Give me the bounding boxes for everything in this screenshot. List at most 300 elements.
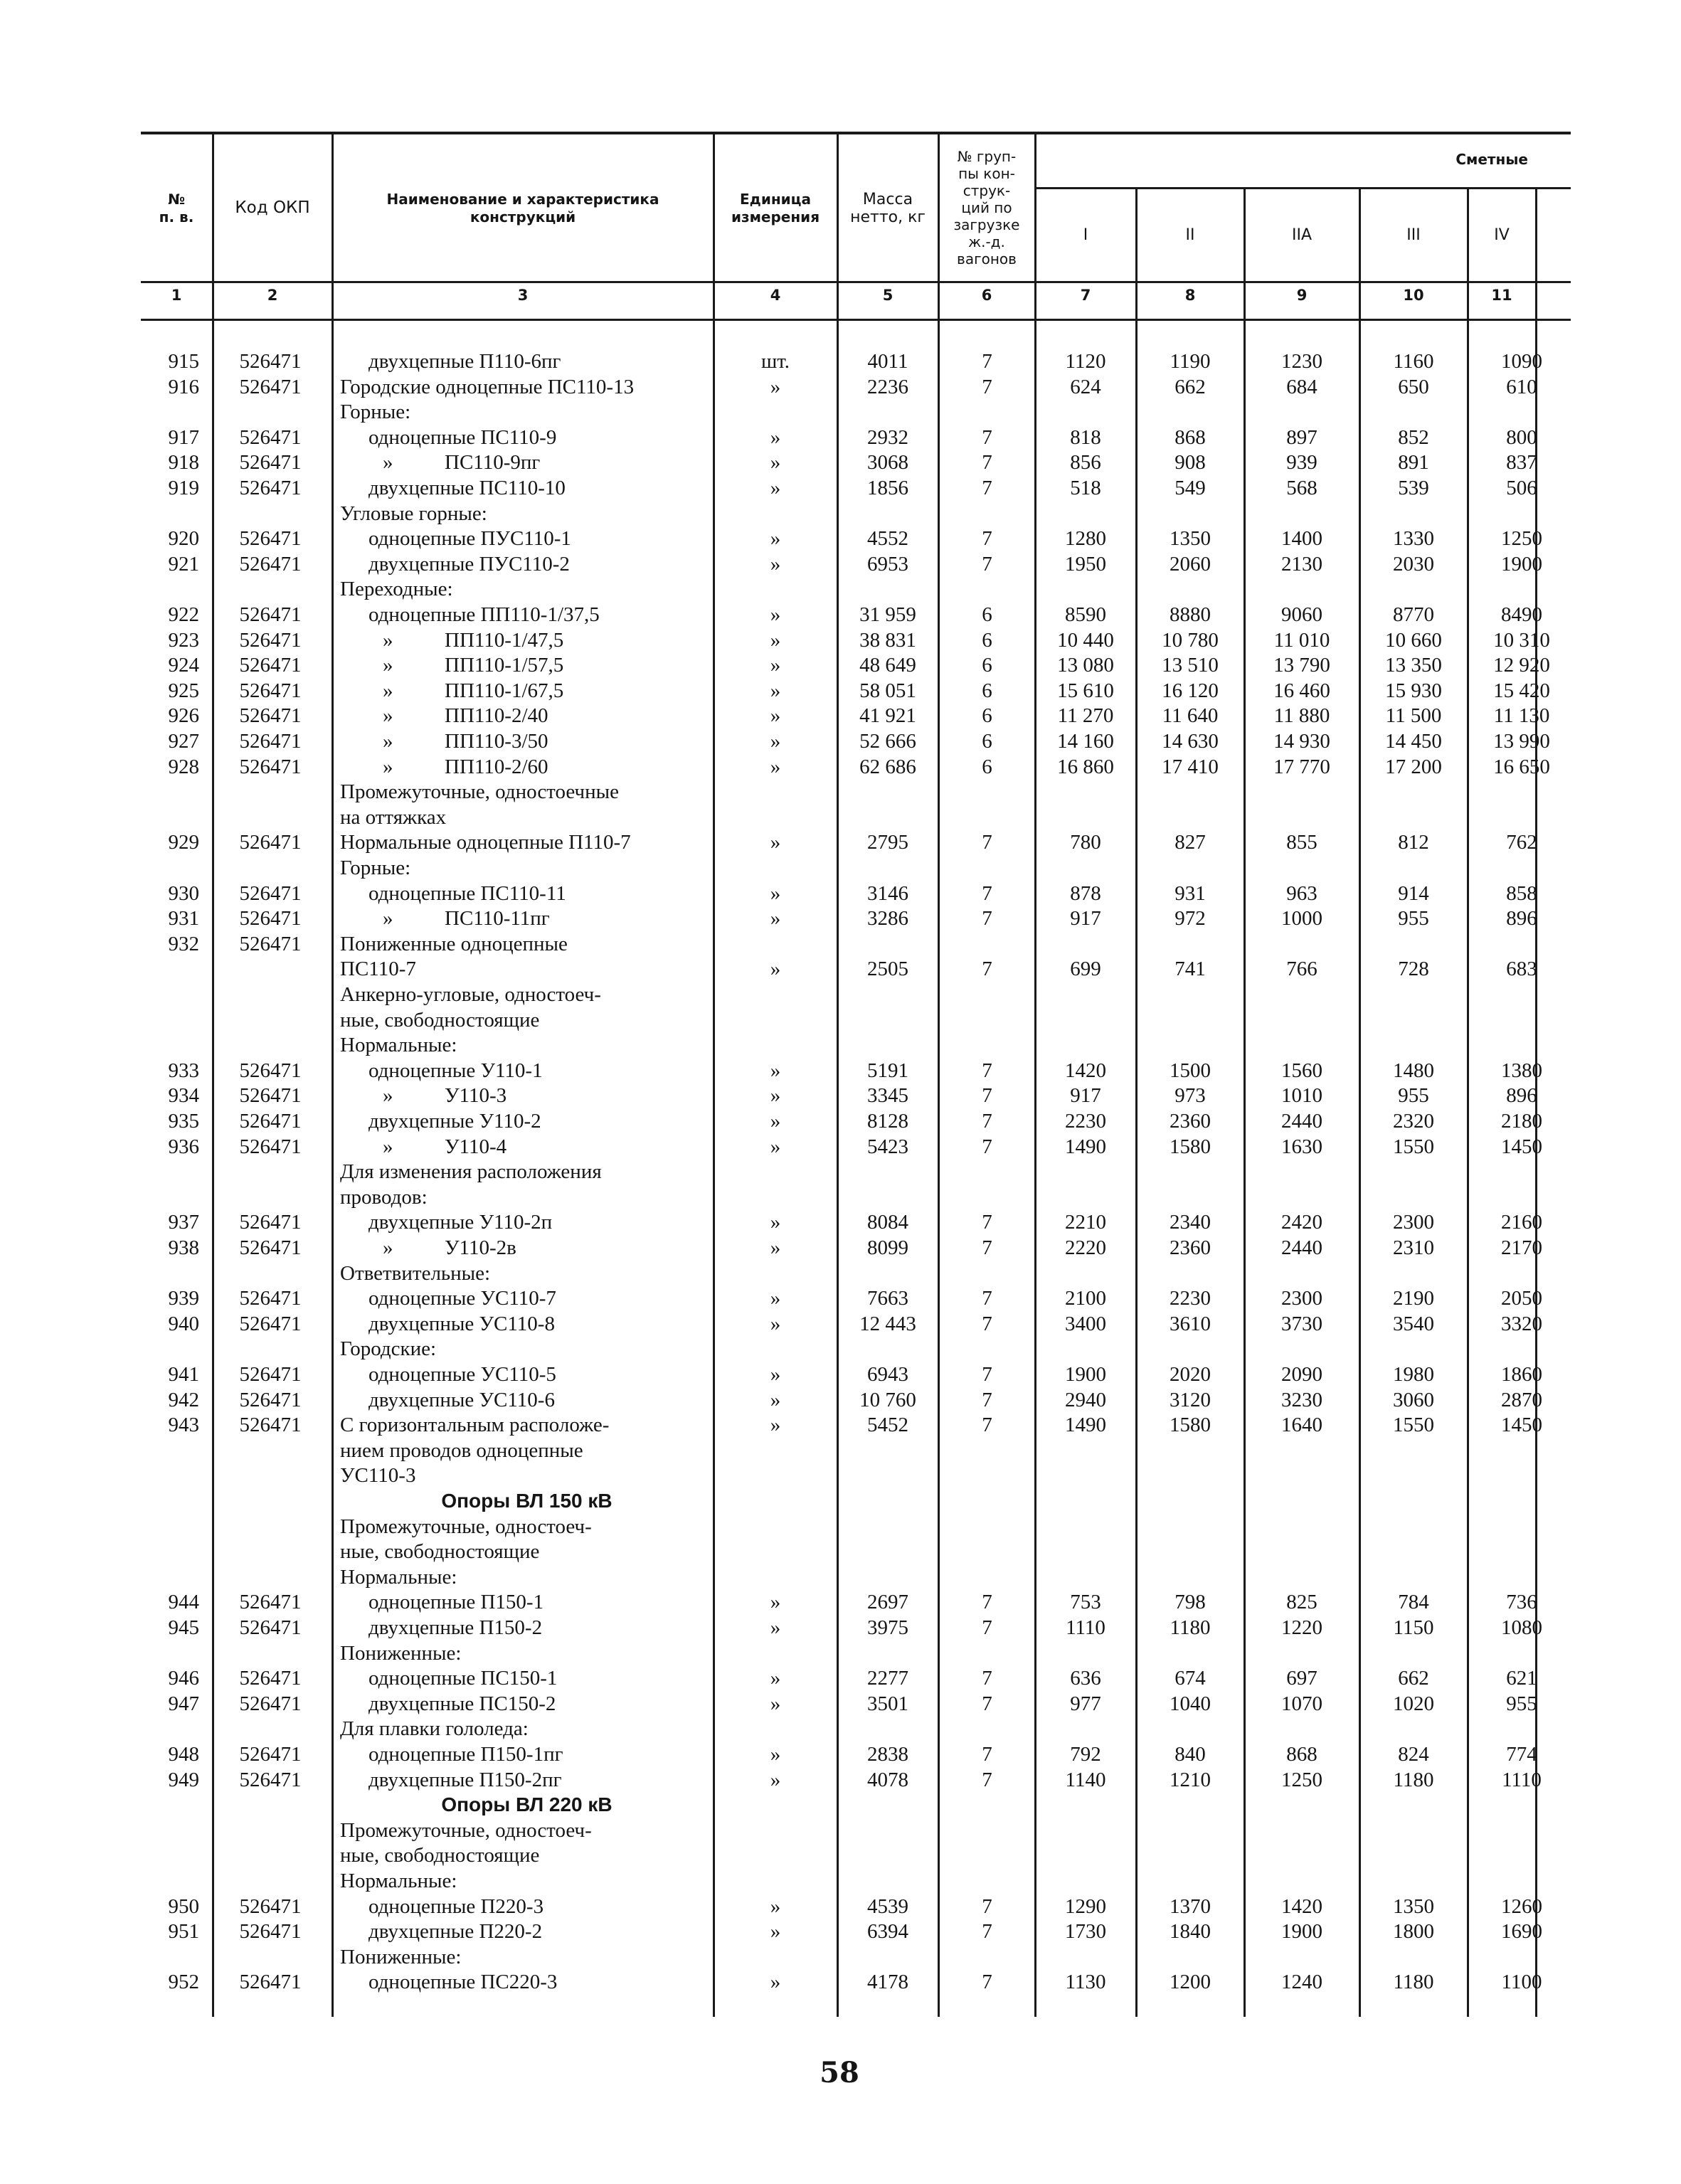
row-unit (715, 1843, 836, 1868)
row-name: Промежуточные, одностоечные (340, 780, 619, 804)
row-price: 1580 (1170, 1135, 1211, 1158)
row-price (1036, 1640, 1135, 1666)
row-okp-code: 526471 (239, 425, 302, 449)
row-price: 16 860 (1057, 755, 1114, 778)
row-price (1360, 1007, 1467, 1033)
row-price (1137, 982, 1243, 1007)
row-okp-code (213, 1488, 327, 1514)
row-price (1468, 1336, 1575, 1362)
row-price: 1840 (1170, 1920, 1211, 1944)
header-name: Наименование и характеристика конструкций (386, 190, 659, 226)
table-row (0, 1894, 1681, 1919)
row-name: двухцепные УС110-8 (368, 1312, 555, 1335)
row-price: 11 880 (1273, 704, 1330, 728)
row-price: 1350 (1393, 1894, 1434, 1918)
row-price (1468, 982, 1575, 1007)
row-name: одноцепные П150-1пг (368, 1743, 563, 1766)
row-unit (715, 1463, 836, 1488)
row-price (1245, 855, 1359, 881)
row-price: 610 (1506, 375, 1537, 398)
row-price: 1500 (1170, 1059, 1211, 1082)
row-price: 1630 (1281, 1135, 1322, 1158)
row-price (1360, 1868, 1467, 1894)
row-okp-code: 526471 (239, 552, 302, 576)
row-group (939, 501, 1035, 526)
row-unit (715, 576, 836, 602)
row-price (1137, 805, 1243, 830)
row-group (939, 1868, 1035, 1894)
row-price: 780 (1070, 831, 1101, 854)
row-okp-code (213, 982, 327, 1007)
row-price (1036, 501, 1135, 526)
row-okp-code: 526471 (239, 881, 302, 905)
row-price: 2300 (1393, 1211, 1434, 1234)
row-group: 6 (982, 654, 992, 677)
row-okp-code (213, 956, 327, 982)
row-price: 662 (1174, 375, 1206, 398)
row-mass: 3501 (867, 1692, 908, 1715)
row-okp-code: 526471 (239, 1920, 302, 1944)
row-price: 1420 (1281, 1894, 1322, 1918)
row-group: 7 (982, 527, 992, 551)
row-group (939, 576, 1035, 602)
row-unit: » (770, 1110, 781, 1133)
table-row (0, 399, 1681, 425)
row-group (939, 1184, 1035, 1210)
row-price: 2210 (1065, 1211, 1106, 1234)
row-group: 7 (982, 425, 992, 449)
row-mass: 52 666 (859, 730, 916, 753)
row-price: 891 (1398, 451, 1429, 475)
row-name: Пониженные: (340, 1945, 462, 1968)
row-group: 7 (982, 831, 992, 854)
row-price: 3320 (1501, 1312, 1542, 1335)
row-group: 7 (982, 451, 992, 475)
row-price: 955 (1398, 1084, 1429, 1108)
row-price (1468, 1564, 1575, 1590)
row-price: 1040 (1170, 1692, 1211, 1715)
row-mass (838, 855, 938, 881)
row-price: 1180 (1170, 1616, 1211, 1639)
row-group (939, 779, 1035, 805)
row-unit: » (770, 755, 781, 778)
row-name: одноцепные ПС150-1 (368, 1667, 558, 1690)
row-price: 15 610 (1057, 679, 1114, 702)
row-mass: 5423 (867, 1135, 908, 1158)
row-price (1137, 1032, 1243, 1058)
row-price (1468, 931, 1575, 957)
row-group (939, 1007, 1035, 1033)
row-price: 506 (1506, 477, 1537, 499)
row-price: 1290 (1065, 1894, 1106, 1918)
row-price (1245, 931, 1359, 957)
row-price: 784 (1398, 1591, 1429, 1614)
row-name: двухцепные П150-2 (368, 1616, 543, 1639)
row-price: 858 (1506, 881, 1537, 905)
row-group (939, 1463, 1035, 1488)
row-price: 14 160 (1057, 730, 1114, 753)
row-price: 1250 (1281, 1768, 1322, 1791)
row-price: 1190 (1170, 350, 1211, 373)
row-price: 852 (1398, 425, 1429, 449)
row-name: » У110-3 (383, 1084, 507, 1108)
row-price: 2190 (1393, 1287, 1434, 1310)
row-mass: 8128 (867, 1110, 908, 1133)
row-group: 7 (982, 1591, 992, 1614)
row-name: одноцепные УС110-5 (368, 1363, 556, 1386)
row-price: 15 420 (1493, 679, 1550, 702)
row-price: 9060 (1281, 603, 1322, 626)
row-price: 931 (1174, 881, 1206, 905)
row-name: Для изменения расположения (340, 1160, 602, 1184)
row-price (1036, 1032, 1135, 1058)
table-row (0, 1944, 1681, 1970)
row-name: одноцепные ПС220-3 (368, 1971, 558, 1994)
row-group: 7 (982, 1616, 992, 1639)
row-price (1245, 779, 1359, 805)
row-unit: » (770, 1236, 781, 1259)
row-price (1137, 1539, 1243, 1564)
row-number: 942 (168, 1388, 199, 1411)
row-price (1468, 1032, 1575, 1058)
row-price: 17 770 (1273, 755, 1330, 778)
row-price: 1120 (1065, 350, 1106, 373)
header-mass: Масса нетто, кг (850, 190, 926, 226)
row-mass: 3345 (867, 1084, 908, 1108)
row-price (1245, 1488, 1359, 1514)
row-number (142, 982, 199, 1007)
row-unit: » (770, 1059, 781, 1082)
row-name: С горизонтальным расположе- (340, 1414, 610, 1437)
row-okp-code (213, 1261, 327, 1286)
row-unit: » (770, 1894, 781, 1918)
row-number: 931 (168, 907, 199, 931)
row-price: 1180 (1393, 1971, 1434, 1994)
row-unit (715, 982, 836, 1007)
table-row (0, 754, 1681, 780)
row-okp-code: 526471 (239, 1616, 302, 1639)
row-name: Переходные: (340, 578, 453, 601)
row-number: 935 (168, 1110, 199, 1133)
table-row (0, 1336, 1681, 1362)
row-price (1360, 1159, 1467, 1184)
table-row (0, 576, 1681, 602)
table-row (0, 1818, 1681, 1843)
row-mass: 10 760 (859, 1388, 916, 1411)
row-number: 943 (168, 1414, 199, 1437)
row-price: 11 270 (1057, 704, 1114, 728)
row-number: 947 (168, 1692, 199, 1715)
row-price (1036, 982, 1135, 1007)
row-price (1137, 1514, 1243, 1539)
row-okp-code: 526471 (239, 755, 302, 778)
row-price: 8490 (1501, 603, 1542, 626)
row-price (1245, 1868, 1359, 1894)
row-price: 1280 (1065, 527, 1106, 551)
row-price: 1420 (1065, 1059, 1106, 1082)
row-price (1360, 779, 1467, 805)
row-unit: » (770, 881, 781, 905)
row-price (1245, 1463, 1359, 1488)
row-okp-code (213, 501, 327, 526)
row-number: 944 (168, 1591, 199, 1614)
row-okp-code: 526471 (239, 1388, 302, 1411)
row-mass (838, 1514, 938, 1539)
table-row (0, 1615, 1681, 1640)
row-price (1036, 1944, 1135, 1970)
row-group: 7 (982, 1287, 992, 1310)
row-price (1137, 1336, 1243, 1362)
row-number (142, 1336, 199, 1362)
row-group: 7 (982, 958, 992, 981)
row-number: 936 (168, 1135, 199, 1158)
row-price (1137, 931, 1243, 957)
row-unit: » (770, 679, 781, 702)
row-price (1245, 1159, 1359, 1184)
row-price (1245, 1032, 1359, 1058)
row-mass: 3286 (867, 907, 908, 931)
row-price: 14 930 (1273, 730, 1330, 753)
row-price: 3120 (1170, 1388, 1211, 1411)
row-mass: 5191 (867, 1059, 908, 1082)
row-mass (838, 1944, 938, 1970)
row-okp-code: 526471 (239, 1768, 302, 1791)
row-group: 6 (982, 755, 992, 778)
row-price: 624 (1070, 375, 1101, 398)
row-okp-code: 526471 (239, 679, 302, 702)
row-price (1036, 1184, 1135, 1210)
row-group (939, 1159, 1035, 1184)
row-price (1137, 1463, 1243, 1488)
row-price: 14 450 (1385, 730, 1442, 753)
row-price (1036, 1792, 1135, 1818)
row-price (1245, 1843, 1359, 1868)
row-price: 973 (1174, 1084, 1206, 1108)
row-mass (838, 779, 938, 805)
row-name: » У110-4 (383, 1135, 507, 1158)
row-price: 16 460 (1273, 679, 1330, 702)
row-group (939, 1438, 1035, 1463)
row-name: одноцепные ПП110-1/37,5 (368, 603, 600, 626)
row-price: 1180 (1393, 1768, 1434, 1791)
row-price (1137, 399, 1243, 425)
row-unit (715, 1716, 836, 1742)
row-price (1360, 1792, 1467, 1818)
row-number: 917 (168, 425, 199, 449)
row-group: 7 (982, 1768, 992, 1791)
row-price: 1160 (1393, 350, 1434, 373)
row-number (142, 1159, 199, 1184)
row-number (142, 1944, 199, 1970)
table-row (0, 349, 1681, 374)
row-mass (838, 1184, 938, 1210)
row-okp-code: 526471 (239, 907, 302, 931)
row-number (142, 1514, 199, 1539)
table-row (0, 1589, 1681, 1615)
row-price: 1330 (1393, 527, 1434, 551)
row-name: Пониженные одноцепные (340, 932, 568, 955)
row-mass (838, 501, 938, 526)
row-price: 1260 (1501, 1894, 1542, 1918)
row-unit (715, 1488, 836, 1514)
row-group: 7 (982, 1312, 992, 1335)
row-name: двухцепные П150-2пг (368, 1768, 562, 1791)
row-price: 1080 (1501, 1616, 1542, 1639)
row-unit (715, 1032, 836, 1058)
row-unit (715, 1261, 836, 1286)
row-price: 2230 (1170, 1287, 1211, 1310)
row-name: Опоры ВЛ 150 кВ (441, 1490, 613, 1512)
row-mass (838, 1007, 938, 1033)
row-price (1360, 1818, 1467, 1843)
column-number: 5 (882, 287, 893, 304)
row-price: 908 (1174, 451, 1206, 475)
row-name: » ПП110-2/40 (383, 704, 548, 728)
row-mass: 3146 (867, 881, 908, 905)
row-unit: » (770, 907, 781, 931)
column-number: 11 (1491, 287, 1512, 304)
row-group: 6 (982, 679, 992, 702)
table-row (0, 501, 1681, 526)
row-price (1245, 399, 1359, 425)
row-price: 827 (1174, 831, 1206, 854)
row-price (1360, 1261, 1467, 1286)
row-okp-code (213, 779, 327, 805)
row-name: нием проводов одноцепные (340, 1438, 583, 1462)
row-mass (838, 1792, 938, 1818)
row-mass (838, 982, 938, 1007)
row-price (1245, 1640, 1359, 1666)
row-price: 2420 (1281, 1211, 1322, 1234)
header-zone: III (1406, 226, 1421, 244)
row-price (1137, 1792, 1243, 1818)
row-price: 662 (1398, 1667, 1429, 1690)
row-price: 2440 (1281, 1110, 1322, 1133)
table-row (0, 526, 1681, 551)
row-price: 1370 (1170, 1894, 1211, 1918)
row-name: Угловые горные: (340, 502, 487, 525)
row-price (1468, 1843, 1575, 1868)
row-price: 3060 (1393, 1388, 1434, 1411)
table-row (0, 956, 1681, 982)
row-unit: » (770, 704, 781, 728)
row-number: 950 (168, 1894, 199, 1918)
row-price: 11 130 (1493, 704, 1550, 728)
row-price: 16 120 (1162, 679, 1219, 702)
table-row (0, 425, 1681, 450)
row-number: 927 (168, 730, 199, 753)
row-price (1468, 1818, 1575, 1843)
table-row (0, 931, 1681, 957)
row-unit: » (770, 1920, 781, 1944)
row-number: 949 (168, 1768, 199, 1791)
row-price: 855 (1286, 831, 1317, 854)
row-price (1245, 1438, 1359, 1463)
row-okp-code: 526471 (239, 350, 302, 373)
row-price (1360, 1438, 1467, 1463)
row-group: 6 (982, 628, 992, 652)
row-price (1036, 931, 1135, 957)
row-number: 915 (168, 350, 199, 373)
row-name: » ПП110-1/67,5 (383, 679, 564, 702)
row-number (142, 956, 199, 982)
row-okp-code: 526471 (239, 704, 302, 728)
row-price: 1580 (1170, 1414, 1211, 1437)
row-unit: » (770, 1667, 781, 1690)
row-unit: » (770, 1287, 781, 1310)
row-price (1360, 1539, 1467, 1564)
row-mass (838, 1159, 938, 1184)
row-okp-code (213, 576, 327, 602)
row-number: 923 (168, 628, 199, 652)
row-unit (715, 1792, 836, 1818)
row-okp-code: 526471 (239, 654, 302, 677)
table-row (0, 1463, 1681, 1488)
row-mass: 2277 (867, 1667, 908, 1690)
row-mass: 4552 (867, 527, 908, 551)
row-group: 6 (982, 603, 992, 626)
row-number: 921 (168, 552, 199, 576)
row-price: 1070 (1281, 1692, 1322, 1715)
row-price: 10 780 (1162, 628, 1219, 652)
table-row (0, 1209, 1681, 1235)
row-unit: » (770, 1312, 781, 1335)
table-row (0, 1032, 1681, 1058)
column-number: 9 (1296, 287, 1308, 304)
row-okp-code (213, 1868, 327, 1894)
row-price: 568 (1286, 477, 1317, 499)
row-number: 922 (168, 603, 199, 626)
table-row (0, 1134, 1681, 1160)
row-name: на оттяжках (340, 805, 447, 829)
row-okp-code (213, 399, 327, 425)
row-mass: 7663 (867, 1287, 908, 1310)
row-price: 812 (1398, 831, 1429, 854)
row-price: 818 (1070, 425, 1101, 449)
row-okp-code: 526471 (239, 831, 302, 854)
row-okp-code (213, 1716, 327, 1742)
row-number: 918 (168, 451, 199, 475)
row-okp-code (213, 1514, 327, 1539)
row-price (1468, 1159, 1575, 1184)
table-row (0, 1843, 1681, 1868)
row-number (142, 399, 199, 425)
table-row (0, 602, 1681, 627)
row-price: 728 (1398, 958, 1429, 981)
row-price (1137, 1640, 1243, 1666)
row-group (939, 1792, 1035, 1818)
row-price (1360, 1463, 1467, 1488)
row-mass: 4178 (867, 1971, 908, 1994)
row-price: 1230 (1281, 350, 1322, 373)
row-mass (838, 1261, 938, 1286)
column-number: 7 (1080, 287, 1091, 304)
row-price: 17 200 (1385, 755, 1442, 778)
row-price: 1550 (1393, 1135, 1434, 1158)
table-row (0, 627, 1681, 653)
row-price (1245, 982, 1359, 1007)
row-mass: 38 831 (859, 628, 916, 652)
row-price: 1690 (1501, 1920, 1542, 1944)
row-name: двухцепные У110-2п (368, 1211, 553, 1234)
row-number: 941 (168, 1363, 199, 1386)
row-price: 736 (1506, 1591, 1537, 1614)
row-price: 2060 (1170, 552, 1211, 576)
row-price (1137, 855, 1243, 881)
row-price (1137, 501, 1243, 526)
row-number (142, 1438, 199, 1463)
table-row (0, 1539, 1681, 1564)
